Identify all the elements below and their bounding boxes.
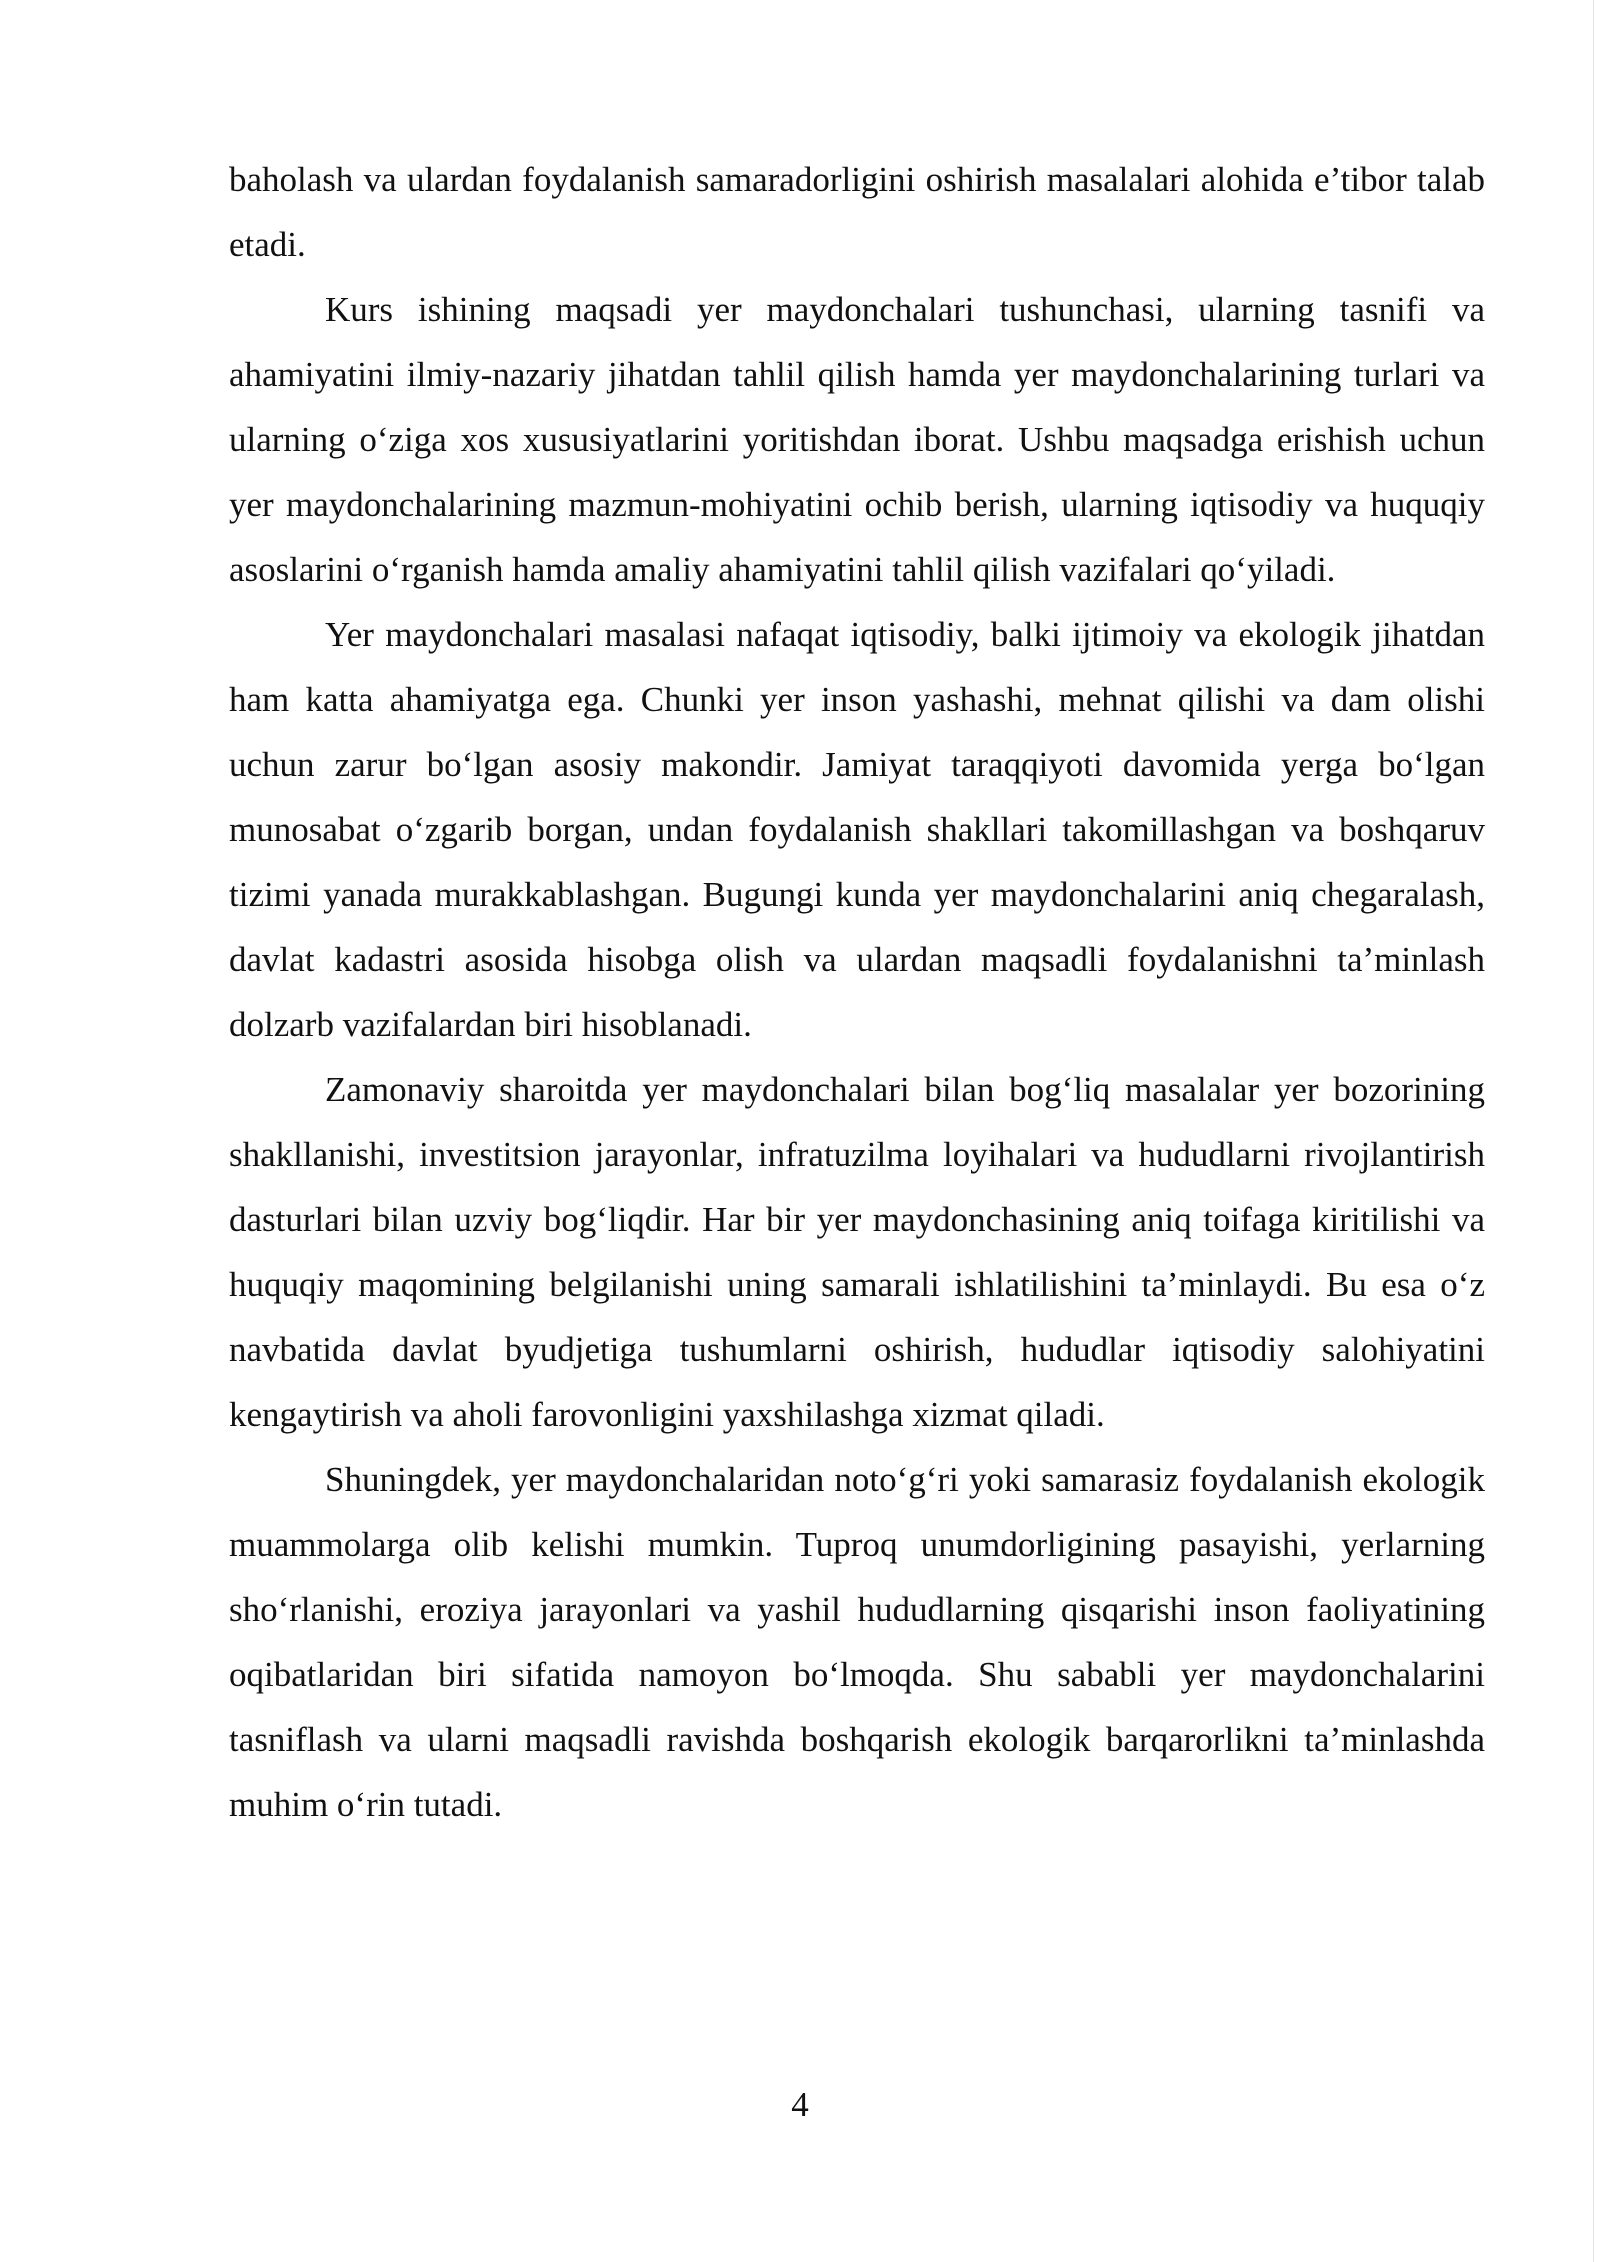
body-text [229, 147, 1485, 1837]
paragraph-modern-conditions: Zamonaviy sharoitda yer maydonchalari bilan bog‘liq masalalar yer bozorining shakllanishi, investitsion jarayonlar, infratuzilma loyihalari va hududlarni rivojlantirish dasturlari bilan uzviy bog‘liqdir. Har bir yer maydonchasining aniq toifaga kiritilishi va huquqiy maqomining belgilanishi uning samarali ishlatilishini ta’minlaydi. Bu esa o‘z navbatida davlat byudjetiga tushumlarni oshirish, hududlar iqtisodiy salohiyatini kengaytirish va aholi farovonligini yaxshilashga xizmat qiladi. [229, 1070, 1485, 1434]
page-number: 4 [791, 2085, 809, 2124]
paragraph-continuation: baholash va ulardan foydalanish samaradorligini oshirish masalalari alohida e’tibor talab etadi. [229, 160, 1485, 264]
page-edge-line [1593, 0, 1594, 2262]
paragraph-goal: Kurs ishining maqsadi yer maydonchalari tushunchasi, ularning tasnifi va ahamiyatini ilmiy-nazariy jihatdan tahlil qilish hamda yer maydonchalarining turlari va ularning o‘ziga xos xususiyatlarini yoritishdan iborat. Ushbu maqsadga erishish uchun yer maydonchalarining mazmun-mohiyatini ochib berish, ularning iqtisodiy va huquqiy asoslarini o‘rganish hamda amaliy ahamiyatini tahlil qilish vazifalari qo‘yiladi. [229, 290, 1485, 589]
paragraph-ecology: Shuningdek, yer maydonchalaridan noto‘g‘ri yoki samarasiz foydalanish ekologik muammolarga olib kelishi mumkin. Tuproq unumdorligining pasayishi, yerlarning sho‘rlanishi, eroziya jarayonlari va yashil hududlarning qisqarishi inson faoliyatining oqibatlaridan biri sifatida namoyon bo‘lmoqda. Shu sababli yer maydonchalarini tasniflash va ularni maqsadli ravishda boshqarish ekologik barqarorlikni ta’minlashda muhim o‘rin tutadi. [229, 1460, 1485, 1824]
paragraph-significance: Yer maydonchalari masalasi nafaqat iqtisodiy, balki ijtimoiy va ekologik jihatdan ham katta ahamiyatga ega. Chunki yer inson yashashi, mehnat qilishi va dam olishi uchun zarur bo‘lgan asosiy makondir. Jamiyat taraqqiyoti davomida yerga bo‘lgan munosabat o‘zgarib borgan, undan foydalanish shakllari takomillashgan va boshqaruv tizimi yanada murakkablashgan. Bugungi kunda yer maydonchalarini aniq chegaralash, davlat kadastri asosida hisobga olish va ulardan maqsadli foydalanishni ta’minlash dolzarb vazifalardan biri hisoblanadi. [229, 615, 1485, 1044]
